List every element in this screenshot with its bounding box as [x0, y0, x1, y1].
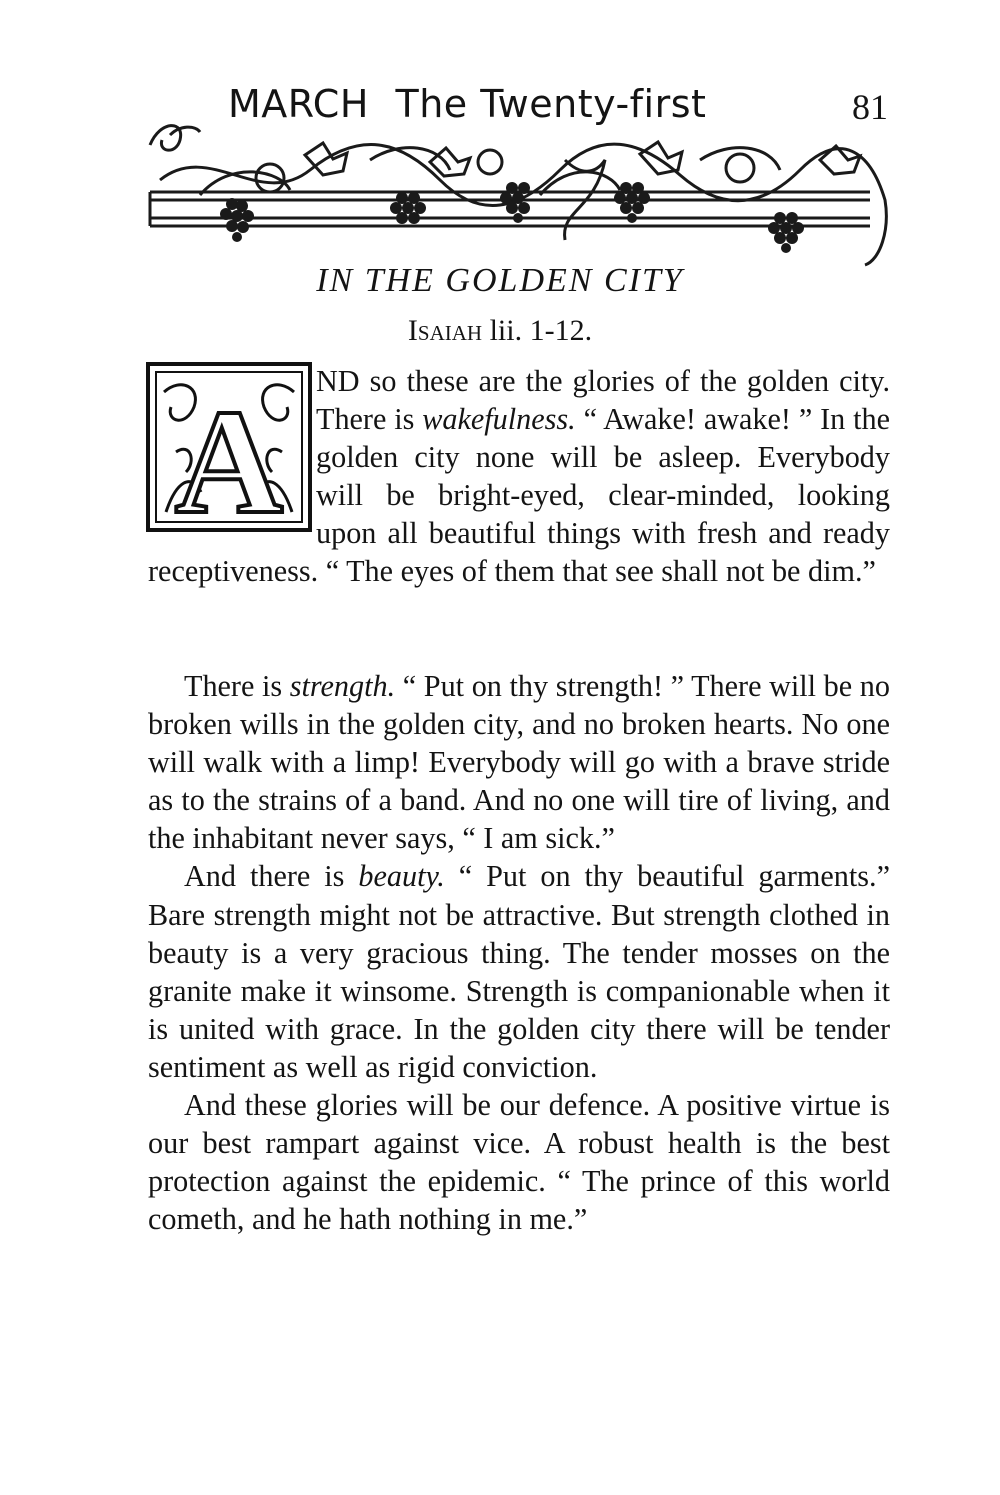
header-date: The Twenty-first — [395, 82, 707, 126]
paragraph-2 — [148, 667, 890, 857]
reference-passage: lii. 1-12. — [489, 314, 593, 347]
scripture-reference — [0, 314, 1000, 348]
grapevine-ornament-icon — [140, 100, 900, 270]
p3-start: And there is — [184, 859, 359, 894]
page-title: IN THE GOLDEN CITY — [316, 262, 684, 299]
paragraph-3 — [148, 857, 890, 1086]
page-number: 81 — [852, 87, 888, 127]
p2-start: There is — [184, 669, 290, 703]
reference-book: Isaiah — [407, 314, 483, 347]
p1-start: ND so these are the glories of the golden city. There is — [316, 364, 890, 437]
p1-emphasis: wakefulness. — [422, 402, 576, 437]
opening-paragraph — [148, 362, 890, 591]
body-text — [148, 667, 890, 1238]
p3-emphasis: beauty. — [358, 859, 445, 894]
drop-cap-spacer — [148, 362, 316, 552]
p2-rest: “ Put on thy strength! ” There will be no broken wills in the golden city, and no broken hearts. No one will walk with a limp! Everybody will go with a brave stride as to the strains of a band. And no one will tire of living, and the inhabitant never says, “ I am sick.” — [148, 669, 890, 856]
page-header — [140, 80, 900, 270]
p1-rest: “ Awake! awake! ” In the golden city none will be asleep. Everybody will be bright-eyed, clear-minded, looking upon all beautiful things with fresh and ready receptiveness. “ The eyes of them that see shall not be dim.” — [148, 402, 890, 589]
p2-emphasis: strength. — [289, 669, 396, 703]
paragraph-4: And these glories will be our defence. A positive virtue is our best rampart against vice. A robust health is the best protection against the epidemic. “ The prince of this world cometh, and he hath nothing in me.” — [148, 1088, 890, 1237]
p3-rest: “ Put on thy beautiful garments.” Bare strength might not be attractive. But strength clothed in beauty is a very gracious thing. The tender mosses on the granite make it winsome. Strength is companionable when it is united with grace. In the golden city there will be tender sentiment as well as rigid conviction. — [148, 859, 890, 1084]
header-month: MARCH — [228, 82, 369, 126]
paragraph-1 — [148, 362, 890, 591]
drop-cap-letter: A — [174, 379, 284, 532]
